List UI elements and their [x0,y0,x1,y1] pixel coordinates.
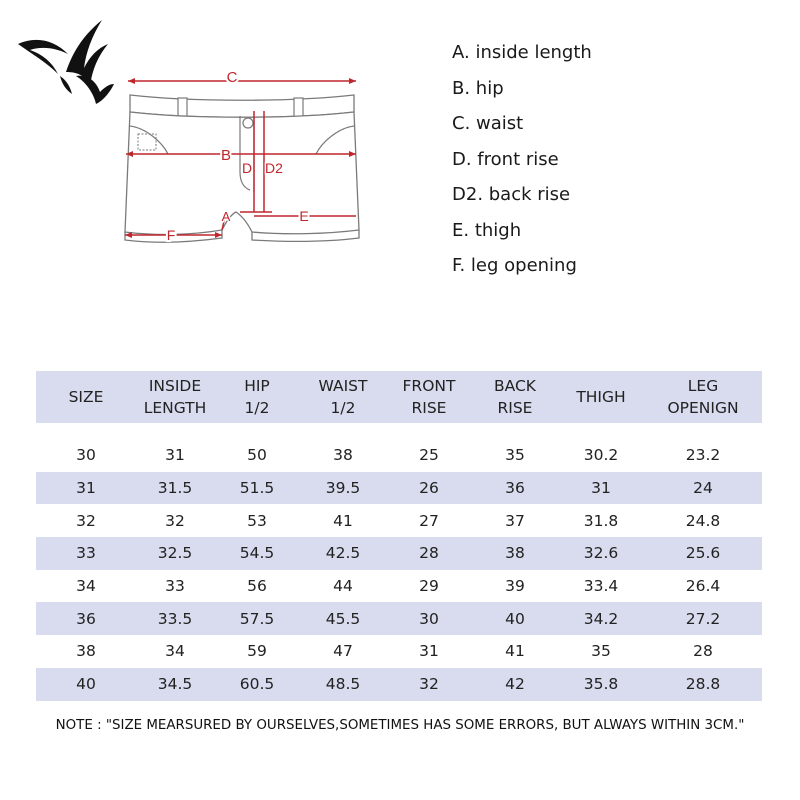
table-cell: 41 [333,511,353,530]
table-cell: 31 [76,479,96,498]
table-row [36,504,762,537]
table-cell: 32 [76,511,96,530]
table-cell: 40 [76,675,96,694]
table-cell: 53 [247,511,267,530]
table-cell: 34.5 [157,675,193,694]
table-cell: 38 [333,446,353,465]
legend-item: F. leg opening [452,255,577,276]
table-cell: 34 [165,642,185,661]
table-cell: 33 [76,544,96,563]
table-cell: 36 [76,609,96,628]
table-cell: 28 [693,642,713,661]
table-cell: 35 [505,446,525,465]
measurement-legend [452,38,592,287]
table-cell: 33 [165,577,185,596]
table-cell: 50 [247,446,267,465]
table-row [36,439,762,472]
table-row [36,472,762,505]
table-cell: 33.5 [157,609,193,628]
table-cell: 30 [419,609,439,628]
table-cell: 54.5 [239,544,275,563]
header-leg-opening: LEG OPENIGN [667,377,739,417]
table-cell: 57.5 [239,609,275,628]
table-cell: 35 [591,642,611,661]
table-cell: 31.5 [157,479,193,498]
label-a: A [221,209,231,224]
table-cell: 26.4 [685,577,721,596]
header-hip: HIP 1/2 [244,377,270,417]
table-cell: 59 [247,642,267,661]
table-cell: 32 [165,511,185,530]
table-cell: 38 [76,642,96,661]
table-header [36,371,762,423]
table-cell: 40 [505,609,525,628]
header-size: SIZE [68,388,104,406]
header-front-rise: FRONT RISE [402,377,456,417]
size-table [36,371,762,701]
header-thigh: THIGH [576,388,626,406]
legend-item: E. thigh [452,219,522,241]
table-cell: 28 [419,544,439,563]
table-cell: 42.5 [325,544,361,563]
legend-item: D. front rise [452,148,559,170]
table-row [36,635,762,668]
table-cell: 27 [419,511,439,530]
table-cell: 51.5 [239,479,275,498]
table-cell: 34.2 [583,609,619,628]
table-cell: 32.6 [583,544,619,563]
label-f: F [166,227,176,243]
table-cell: 36 [505,479,525,498]
table-cell: 27.2 [685,609,721,628]
table-cell: 31.8 [583,511,619,530]
legend-item: D2. back rise [452,184,571,205]
shorts-measurement-diagram [112,64,372,254]
table-cell: 26 [419,479,439,498]
table-row [36,537,762,570]
table-cell: 32.5 [157,544,193,563]
table-cell: 23.2 [685,446,721,465]
header-waist: WAIST 1/2 [318,377,368,417]
table-cell: 25 [419,446,439,465]
label-d2: D2 [265,160,283,176]
table-body [36,439,762,701]
table-row [36,570,762,603]
table-cell: 32 [419,675,439,694]
label-e: E [299,208,309,224]
table-cell: 37 [505,511,525,530]
table-cell: 47 [333,642,353,661]
table-cell: 24 [693,479,713,498]
legend-item: A. inside length [452,42,592,63]
table-cell: 31 [419,642,439,661]
table-cell: 31 [165,446,185,465]
legend-item: B. hip [452,77,504,99]
table-cell: 34 [76,577,96,596]
table-cell: 60.5 [239,675,275,694]
legend-item: C. waist [452,113,524,134]
table-cell: 28.8 [685,675,721,694]
table-cell: 38 [505,544,525,563]
header-inside-length: INSIDE LENGTH [143,377,207,417]
table-cell: 30.2 [583,446,619,465]
table-cell: 33.4 [583,577,619,596]
table-cell: 42 [505,675,525,694]
table-row [36,668,762,701]
table-cell: 39.5 [325,479,361,498]
table-cell: 56 [247,577,267,596]
measurement-note: NOTE : "SIZE MEARSURED BY OURSELVES,SOMETIMES HAS SOME ERRORS, BUT ALWAYS WITHIN 3CM." [55,718,745,733]
table-cell: 35.8 [583,675,619,694]
label-d: D [241,160,253,176]
brand-logo [16,14,116,104]
label-b: B [220,147,232,164]
table-cell: 45.5 [325,609,361,628]
table-row [36,602,762,635]
table-cell: 48.5 [325,675,361,694]
table-cell: 44 [333,577,353,596]
table-cell: 41 [505,642,525,661]
table-cell: 39 [505,577,525,596]
table-cell: 25.6 [685,544,721,563]
table-cell: 31 [591,479,611,498]
label-c: C [226,69,238,86]
table-cell: 30 [76,446,96,465]
table-cell: 24.8 [685,511,721,530]
table-cell: 29 [419,577,439,596]
header-back-rise: BACK RISE [494,377,536,417]
